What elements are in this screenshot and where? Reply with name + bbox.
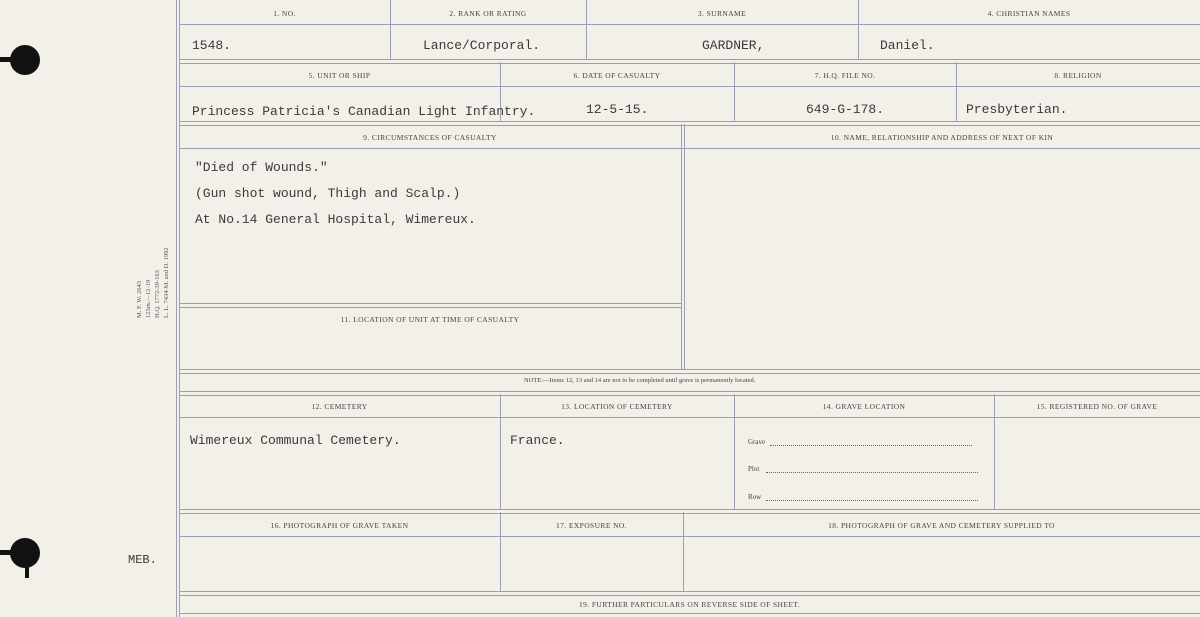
value-no: 1548. [192,38,232,53]
row3-div-inner [684,124,685,370]
row4-bottom-line [179,509,1200,514]
row2-bottom-line [179,121,1200,126]
footer-bottom-line [179,613,1200,614]
row-field-dots [766,499,978,501]
row-field-label: Row [748,493,762,501]
label-registered-no: 15. REGISTERED NO. OF GRAVE [1036,402,1158,411]
label-cemetery: 12. CEMETERY [311,402,368,411]
binder-hole-top [10,45,40,75]
row4-div-2 [734,394,735,510]
circumstances-line-1: "Died of Wounds." [195,160,328,175]
binder-hole-top-stub [0,57,14,62]
circumstances-line-2: (Gun shot wound, Thigh and Scalp.) [195,186,461,201]
value-religion: Presbyterian. [966,102,1068,117]
side-print-2: 125m.—12-19 [145,279,152,318]
side-print-1: M. F. W. 2643 [136,280,143,318]
value-unit: Princess Patricia's Canadian Light Infantry. [192,104,536,119]
row3-div [681,124,682,370]
circumstances-line-3: At No.14 General Hospital, Wimereux. [195,212,476,227]
plot-field-dots [766,471,978,473]
label-unit-location: 11. LOCATION OF UNIT AT TIME OF CASUALTY [340,315,520,324]
row4-div-3 [994,394,995,510]
label-cemetery-location: 13. LOCATION OF CEMETERY [561,402,673,411]
row5-label-line [179,536,1200,537]
value-surname: GARDNER, [702,38,765,53]
row3-label-line [179,148,1200,149]
label-surname: 3. SURNAME [697,9,747,18]
footer-note: 19. FURTHER PARTICULARS ON REVERSE SIDE OF SHEET. [578,600,800,609]
label-circumstances: 9. CIRCUMSTANCES OF CASUALTY [363,133,497,142]
value-cemetery-location: France. [510,433,565,448]
row4-div-1 [500,394,501,510]
label-exposure-no: 17. EXPOSURE NO. [556,521,627,530]
plot-field-label: Plot [748,465,760,473]
value-date-of-casualty: 12-5-15. [586,102,649,117]
side-print-4: L. L. 7434-M. and D. 1992 [163,247,170,318]
value-rank: Lance/Corporal. [423,38,541,53]
label-no: 1. NO. [273,9,296,18]
location-top-line [179,303,681,308]
side-print-3: H.Q. 1772-39-163 [154,270,161,318]
row3-bottom-line [179,369,1200,374]
row5-bottom-line [179,591,1200,596]
label-next-of-kin: 10. NAME, RELATIONSHIP AND ADDRESS OF NEXT OF KIN [830,133,1054,142]
value-christian-names: Daniel. [880,38,935,53]
row4-label-line [179,417,1200,418]
label-rank: 2. RANK OR RATING [449,9,527,18]
label-grave-location: 14. GRAVE LOCATION [822,402,906,411]
row2-label-line [179,86,1200,87]
note-bottom-line [179,391,1200,396]
left-border [176,0,177,617]
completion-note: NOTE:—Items 12, 13 and 14 are not to be completed until grave is permanently located. [524,377,756,384]
binder-hole-bottom-tail [25,560,29,578]
label-photo-taken: 16. PHOTOGRAPH OF GRAVE TAKEN [270,521,409,530]
grave-field-dots [770,444,972,446]
grave-field-label: Grave [748,438,766,446]
row1-bottom-line [179,59,1200,64]
label-photo-supplied: 18. PHOTOGRAPH OF GRAVE AND CEMETERY SUPPLIED TO [828,521,1055,530]
value-hq-file: 649-G-178. [806,102,885,117]
label-date-of-casualty: 6. DATE OF CASUALTY [573,71,661,80]
binder-hole-bottom-stub [0,550,14,555]
label-unit: 5. UNIT OR SHIP [308,71,371,80]
label-religion: 8. RELIGION [1054,71,1102,80]
label-hq-file: 7. H.Q. FILE NO. [814,71,876,80]
label-christian-names: 4. CHRISTIAN NAMES [987,9,1071,18]
value-cemetery: Wimereux Communal Cemetery. [190,433,401,448]
clerk-initials: MEB. [128,553,157,567]
row1-label-line [179,24,1200,25]
